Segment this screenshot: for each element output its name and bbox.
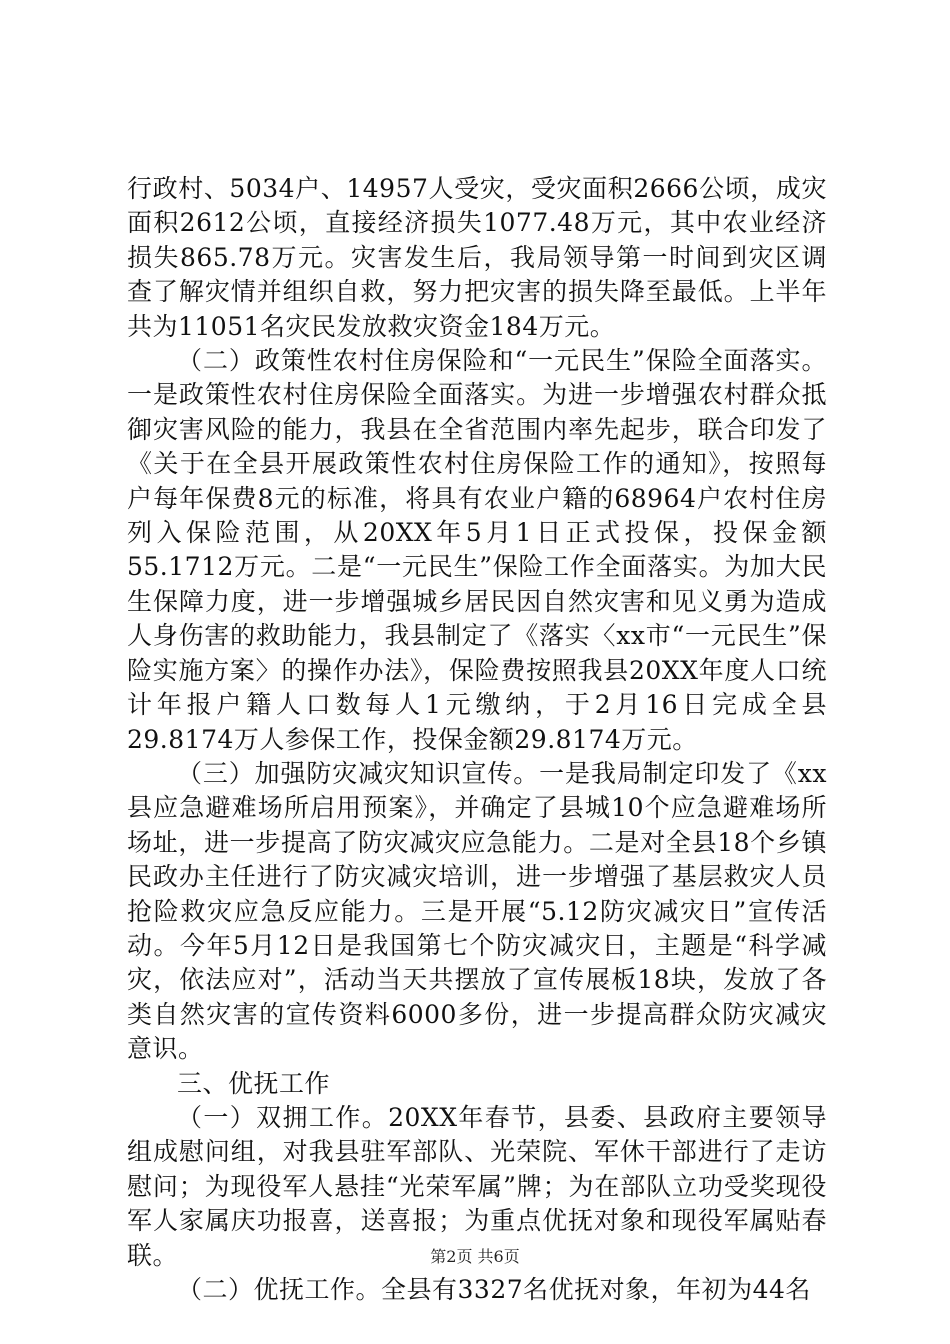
paragraph-disaster-prevention: （三）加强防灾减灾知识宣传。一是我局制定印发了《xx县应急避难场所启用预案》，并确定了县城10个应急避难场所场址，进一步提高了防灾减灾应急能力。二是对全县18个乡镇民政办主任进行了防灾减灾培训，进一步增强了基层救灾人员抢险救灾应急反应能力。三是开展“5.12防灾减灾日”宣传活动。今年5月12日是我国第七个防灾减灾日，主题是“科学减灾，依法应对”，活动当天共摆放了宣传展板18块，发放了各类自然灾害的宣传资料6000多份，进一步提高群众防灾减灾意识。 [127,758,827,1064]
document-body [127,172,827,1307]
paragraph-housing-insurance: （二）政策性农村住房保险和“一元民生”保险全面落实。一是政策性农村住房保险全面落实。为进一步增强农村群众抵御灾害风险的能力，我县在全省范围内率先起步，联合印发了《关于在全县开展政策性农村住房保险工作的通知》，按照每户每年保费8元的标准，将具有农业户籍的68964户农村住房列入保险范围，从20XX年5月1日正式投保，投保金额55.1712万元。二是“一元民生”保险工作全面落实。为加大民生保障力度，进一步增强城乡居民因自然灾害和见义勇为造成人身伤害的救助能力，我县制定了《落实〈xx市“一元民生”保险实施方案〉的操作办法》，保险费按照我县20XX年度人口统计年报户籍人口数每人1元缴纳，于2月16日完成全县29.8174万人参保工作，投保金额29.8174万元。 [127,346,827,754]
paragraph-double-support: （一）双拥工作。20XX年春节，县委、县政府主要领导组成慰问组，对我县驻军部队、光荣院、军休干部进行了走访慰问；为现役军人悬挂“光荣军属”牌；为在部队立功受奖现役军人家属庆功报喜，送喜报；为重点优抚对象和现役军属贴春联。 [127,1102,827,1270]
paragraph-preferential-care: （二）优抚工作。全县有3327名优抚对象，年初为44名 [177,1275,811,1304]
paragraph-disaster-statistics: 行政村、5034户、14957人受灾，受灾面积2666公顷，成灾面积2612公顷，直接经济损失1077.48万元，其中农业经济损失865.78万元。灾害发生后，我局领导第一时间到灾区调查了解灾情并组织自救，努力把灾害的损失降至最低。上半年共为11051名灾民发放救灾资金184万元。 [127,174,827,341]
page-number-footer: 第2页 共6页 [430,1247,520,1266]
section-heading-preferential-care: 三、优抚工作 [177,1068,331,1098]
